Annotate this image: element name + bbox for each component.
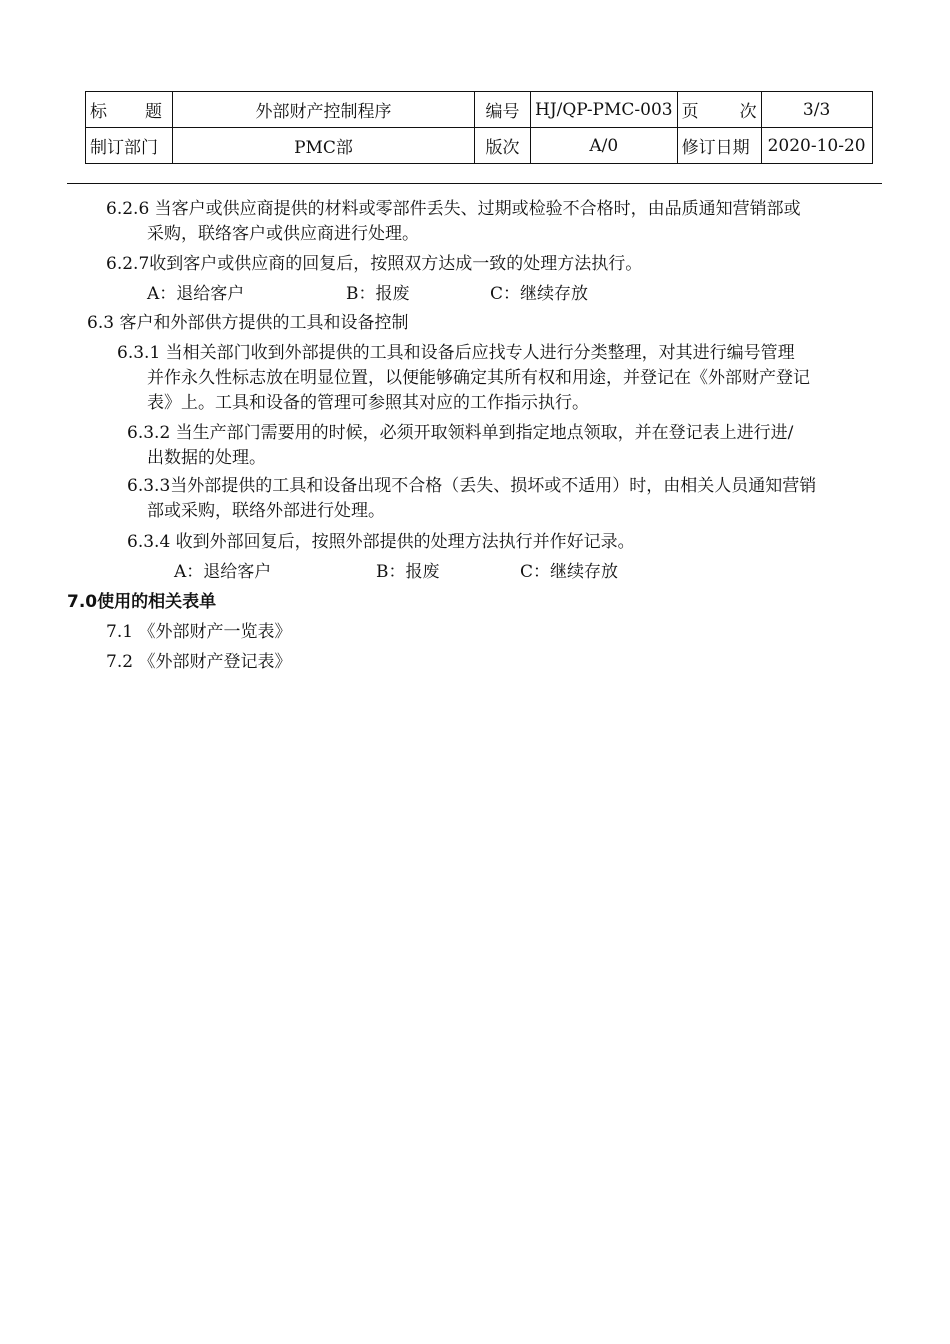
- option-c-1: C：继续存放: [490, 284, 589, 304]
- title-value: 外部财产控制程序: [173, 92, 475, 128]
- para-6-3-3-line-2: 部或采购，联络外部进行处理。: [147, 501, 385, 521]
- para-6-3-1-line-1: 6.3.1 当相关部门收到外部提供的工具和设备后应找专人进行分类整理，对其进行编号管理: [117, 343, 795, 363]
- header-row-1: [86, 92, 873, 128]
- heading-7-0: 7.0使用的相关表单: [67, 592, 217, 612]
- para-6-3-1-line-3: 表》上。工具和设备的管理可参照其对应的工作指示执行。: [147, 393, 589, 413]
- page-label-a: 页: [681, 102, 699, 122]
- header-row-2: [86, 128, 873, 164]
- dept-label: 制订部门: [86, 128, 173, 164]
- para-6-3-4: 6.3.4 收到外部回复后，按照外部提供的处理方法执行并作好记录。: [127, 532, 635, 552]
- title-label-a: 标: [90, 102, 107, 122]
- heading-6-3: 6.3 客户和外部供方提供的工具和设备控制: [87, 313, 409, 333]
- number-value: HJ/QP-PMC-003: [531, 92, 678, 128]
- para-6-3-2-line-1: 6.3.2 当生产部门需要用的时候，必须开取领料单到指定地点领取，并在登记表上进行进/: [127, 423, 794, 443]
- option-b-1: B：报废: [346, 284, 410, 304]
- option-c-2: C：继续存放: [520, 562, 619, 582]
- para-6-2-6-line-1: 6.2.6 当客户或供应商提供的材料或零部件丢失、过期或检验不合格时，由品质通知营销部或: [106, 199, 801, 219]
- header-divider: [67, 183, 882, 184]
- page-label-b: 次: [739, 102, 757, 122]
- number-label: 编号: [475, 92, 531, 128]
- para-6-3-3-line-1: 6.3.3当外部提供的工具和设备出现不合格（丢失、损坏或不适用）时，由相关人员通知营销: [127, 476, 817, 496]
- version-value: A/0: [531, 128, 678, 164]
- para-6-3-2-line-2: 出数据的处理。: [147, 448, 266, 468]
- dept-value: PMC部: [173, 128, 475, 164]
- item-7-1: 7.1 《外部财产一览表》: [106, 622, 292, 642]
- title-label-cell: [86, 92, 173, 128]
- para-6-2-6-line-2: 采购，联络客户或供应商进行处理。: [147, 224, 419, 244]
- para-6-3-1-line-2: 并作永久性标志放在明显位置，以便能够确定其所有权和用途，并登记在《外部财产登记: [147, 368, 810, 388]
- page-label-cell: [677, 92, 761, 128]
- option-a-2: A：退给客户: [174, 562, 272, 582]
- option-a-1: A：退给客户: [147, 284, 245, 304]
- page-value: 3/3: [761, 92, 872, 128]
- item-7-2: 7.2 《外部财产登记表》: [106, 652, 292, 672]
- revision-value: 2020-10-20: [761, 128, 872, 164]
- option-b-2: B：报废: [376, 562, 440, 582]
- revision-label: 修订日期: [677, 128, 761, 164]
- version-label: 版次: [475, 128, 531, 164]
- para-6-2-7: 6.2.7收到客户或供应商的回复后，按照双方达成一致的处理方法执行。: [106, 254, 643, 274]
- title-label-b: 题: [145, 102, 162, 122]
- document-header-table: [85, 91, 873, 164]
